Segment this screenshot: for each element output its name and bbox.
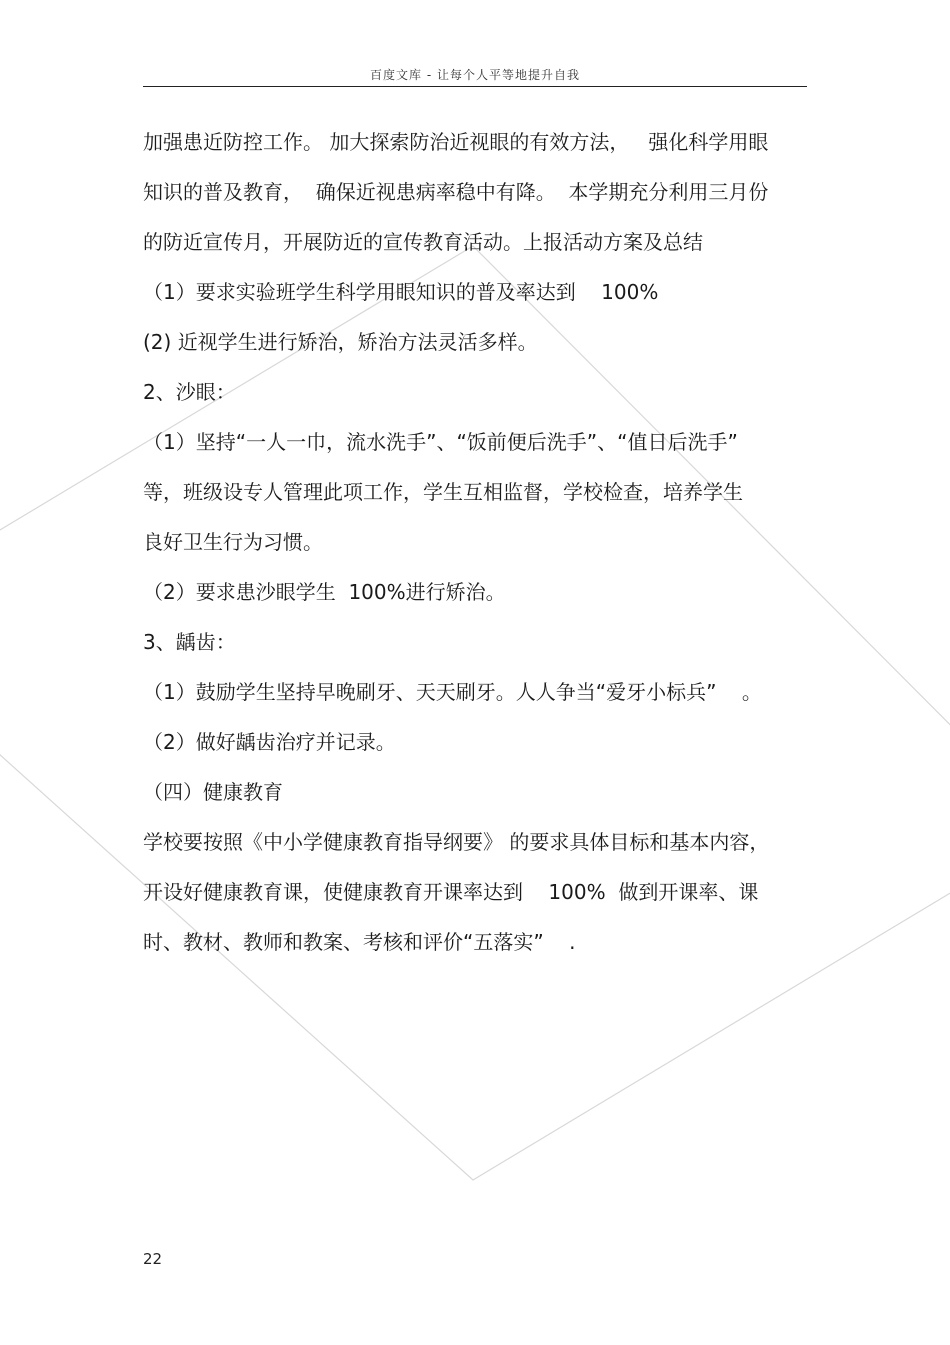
page-header: 百度文库 - 让每个人平等地提升自我 xyxy=(370,68,580,82)
text-line: （2）做好龋齿治疗并记录。 xyxy=(143,730,396,754)
text-line: 加强患近防控工作。 加大探索防治近视眼的有效方法， 强化科学用眼 xyxy=(143,130,769,154)
text-line: 时、教材、教师和教案、考核和评价“五落实” . xyxy=(143,930,576,954)
text-line: 开设好健康教育课，使健康教育开课率达到 100% 做到开课率、课 xyxy=(143,880,759,904)
text-line: （1）坚持“一人一巾，流水洗手”、“饭前便后洗手”、“值日后洗手” xyxy=(143,430,738,454)
text-line: 等，班级设专人管理此项工作，学生互相监督，学校检查，培养学生 xyxy=(143,480,743,504)
text-line: 良好卫生行为习惯。 xyxy=(143,530,323,554)
text-line: (2) 近视学生进行矫治，矫治方法灵活多样。 xyxy=(143,330,538,354)
document-body xyxy=(143,124,823,974)
text-line: 学校要按照《中小学健康教育指导纲要》 的要求具体目标和基本内容， xyxy=(143,830,770,854)
text-line: 的防近宣传月，开展防近的宣传教育活动。上报活动方案及总结 xyxy=(143,230,703,254)
section-heading: （四）健康教育 xyxy=(143,780,283,804)
text-line: （2）要求患沙眼学生 100%进行矫治。 xyxy=(143,580,506,604)
header-rule xyxy=(143,86,807,87)
section-heading: 3、龋齿： xyxy=(143,630,236,654)
text-line: （1）鼓励学生坚持早晚刷牙、天天刷牙。人人争当“爱牙小标兵” 。 xyxy=(143,680,762,704)
text-line: 知识的普及教育， 确保近视患病率稳中有降。 本学期充分利用三月份 xyxy=(143,180,769,204)
section-heading: 2、沙眼： xyxy=(143,380,236,404)
page-number: 22 xyxy=(143,1250,163,1268)
text-line: （1）要求实验班学生科学用眼知识的普及率达到 100% xyxy=(143,280,659,304)
